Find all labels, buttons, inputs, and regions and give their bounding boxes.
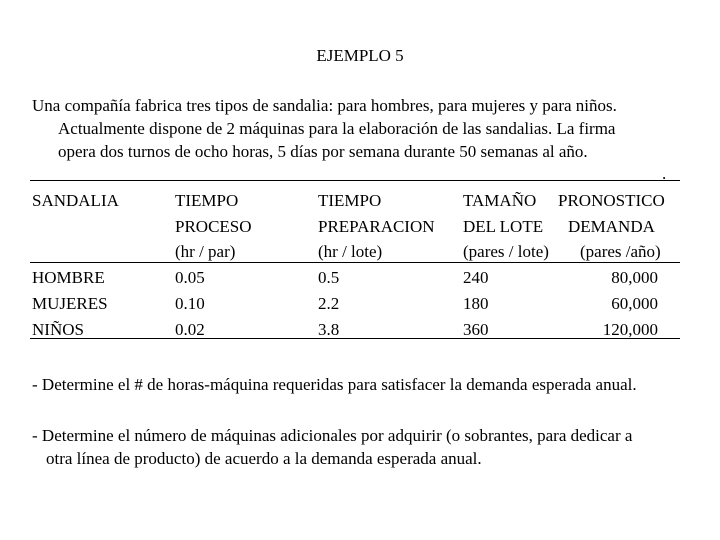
header-tamano-lote-2: DEL LOTE xyxy=(463,217,544,236)
question-2 xyxy=(32,424,692,470)
question-2-line-2: otra línea de producto) de acuerdo a la demanda esperada anual. xyxy=(46,449,482,468)
header-tiempo-proceso-1: TIEMPO xyxy=(175,191,239,210)
header-pronostico-2: DEMANDA xyxy=(568,217,655,236)
row-1-proceso: 0.05 xyxy=(175,268,205,287)
header-bottom-rule xyxy=(30,262,680,263)
row-1-sandalia: HOMBRE xyxy=(32,268,105,287)
question-2-line-1: - Determine el número de máquinas adicionales por adquirir (o sobrantes, para dedicar a xyxy=(32,426,633,445)
page-title: EJEMPLO 5 xyxy=(316,46,404,65)
row-2-sandalia: MUJERES xyxy=(32,294,108,313)
row-2-preparacion: 2.2 xyxy=(318,294,340,313)
row-3-proceso: 0.02 xyxy=(175,320,205,339)
header-sandalia: SANDALIA xyxy=(32,191,119,210)
table-top-rule xyxy=(30,180,680,181)
row-1-preparacion: 0.5 xyxy=(318,268,340,287)
header-tiempo-preparacion-2: PREPARACION xyxy=(318,217,435,236)
row-2-proceso: 0.10 xyxy=(175,294,205,313)
header-tiempo-proceso-2: PROCESO xyxy=(175,217,252,236)
row-3-lote: 360 xyxy=(463,320,489,339)
row-3-sandalia: NIÑOS xyxy=(32,320,84,339)
row-2-lote: 180 xyxy=(463,294,489,313)
row-3-demanda: 120,000 xyxy=(602,320,658,339)
header-tiempo-proceso-3: (hr / par) xyxy=(175,242,236,261)
header-tiempo-preparacion-3: (hr / lote) xyxy=(318,242,383,261)
header-pronostico-3: (pares /año) xyxy=(580,242,661,261)
row-2-demanda: 60,000 xyxy=(611,294,658,313)
row-3-preparacion: 3.8 xyxy=(318,320,340,339)
trailing-dot: . xyxy=(662,164,667,183)
intro-paragraph xyxy=(32,94,692,163)
row-1-lote: 240 xyxy=(463,268,489,287)
header-tiempo-preparacion-1: TIEMPO xyxy=(318,191,382,210)
intro-line-2: Actualmente dispone de 2 máquinas para la elaboración de las sandalias. La firma xyxy=(58,119,616,138)
header-pronostico-1: PRONOSTICO xyxy=(558,191,665,210)
row-1-demanda: 80,000 xyxy=(611,268,658,287)
header-tamano-lote-3: (pares / lote) xyxy=(463,242,549,261)
table-bottom-rule xyxy=(30,338,680,339)
intro-line-1: Una compañía fabrica tres tipos de sandalia: para hombres, para mujeres y para niños. xyxy=(32,96,617,115)
question-1: - Determine el # de horas-máquina requeridas para satisfacer la demanda esperada anual. xyxy=(32,375,637,394)
intro-line-3: opera dos turnos de ocho horas, 5 días por semana durante 50 semanas al año. xyxy=(58,142,588,161)
header-tamano-lote-1: TAMAÑO xyxy=(463,191,537,210)
